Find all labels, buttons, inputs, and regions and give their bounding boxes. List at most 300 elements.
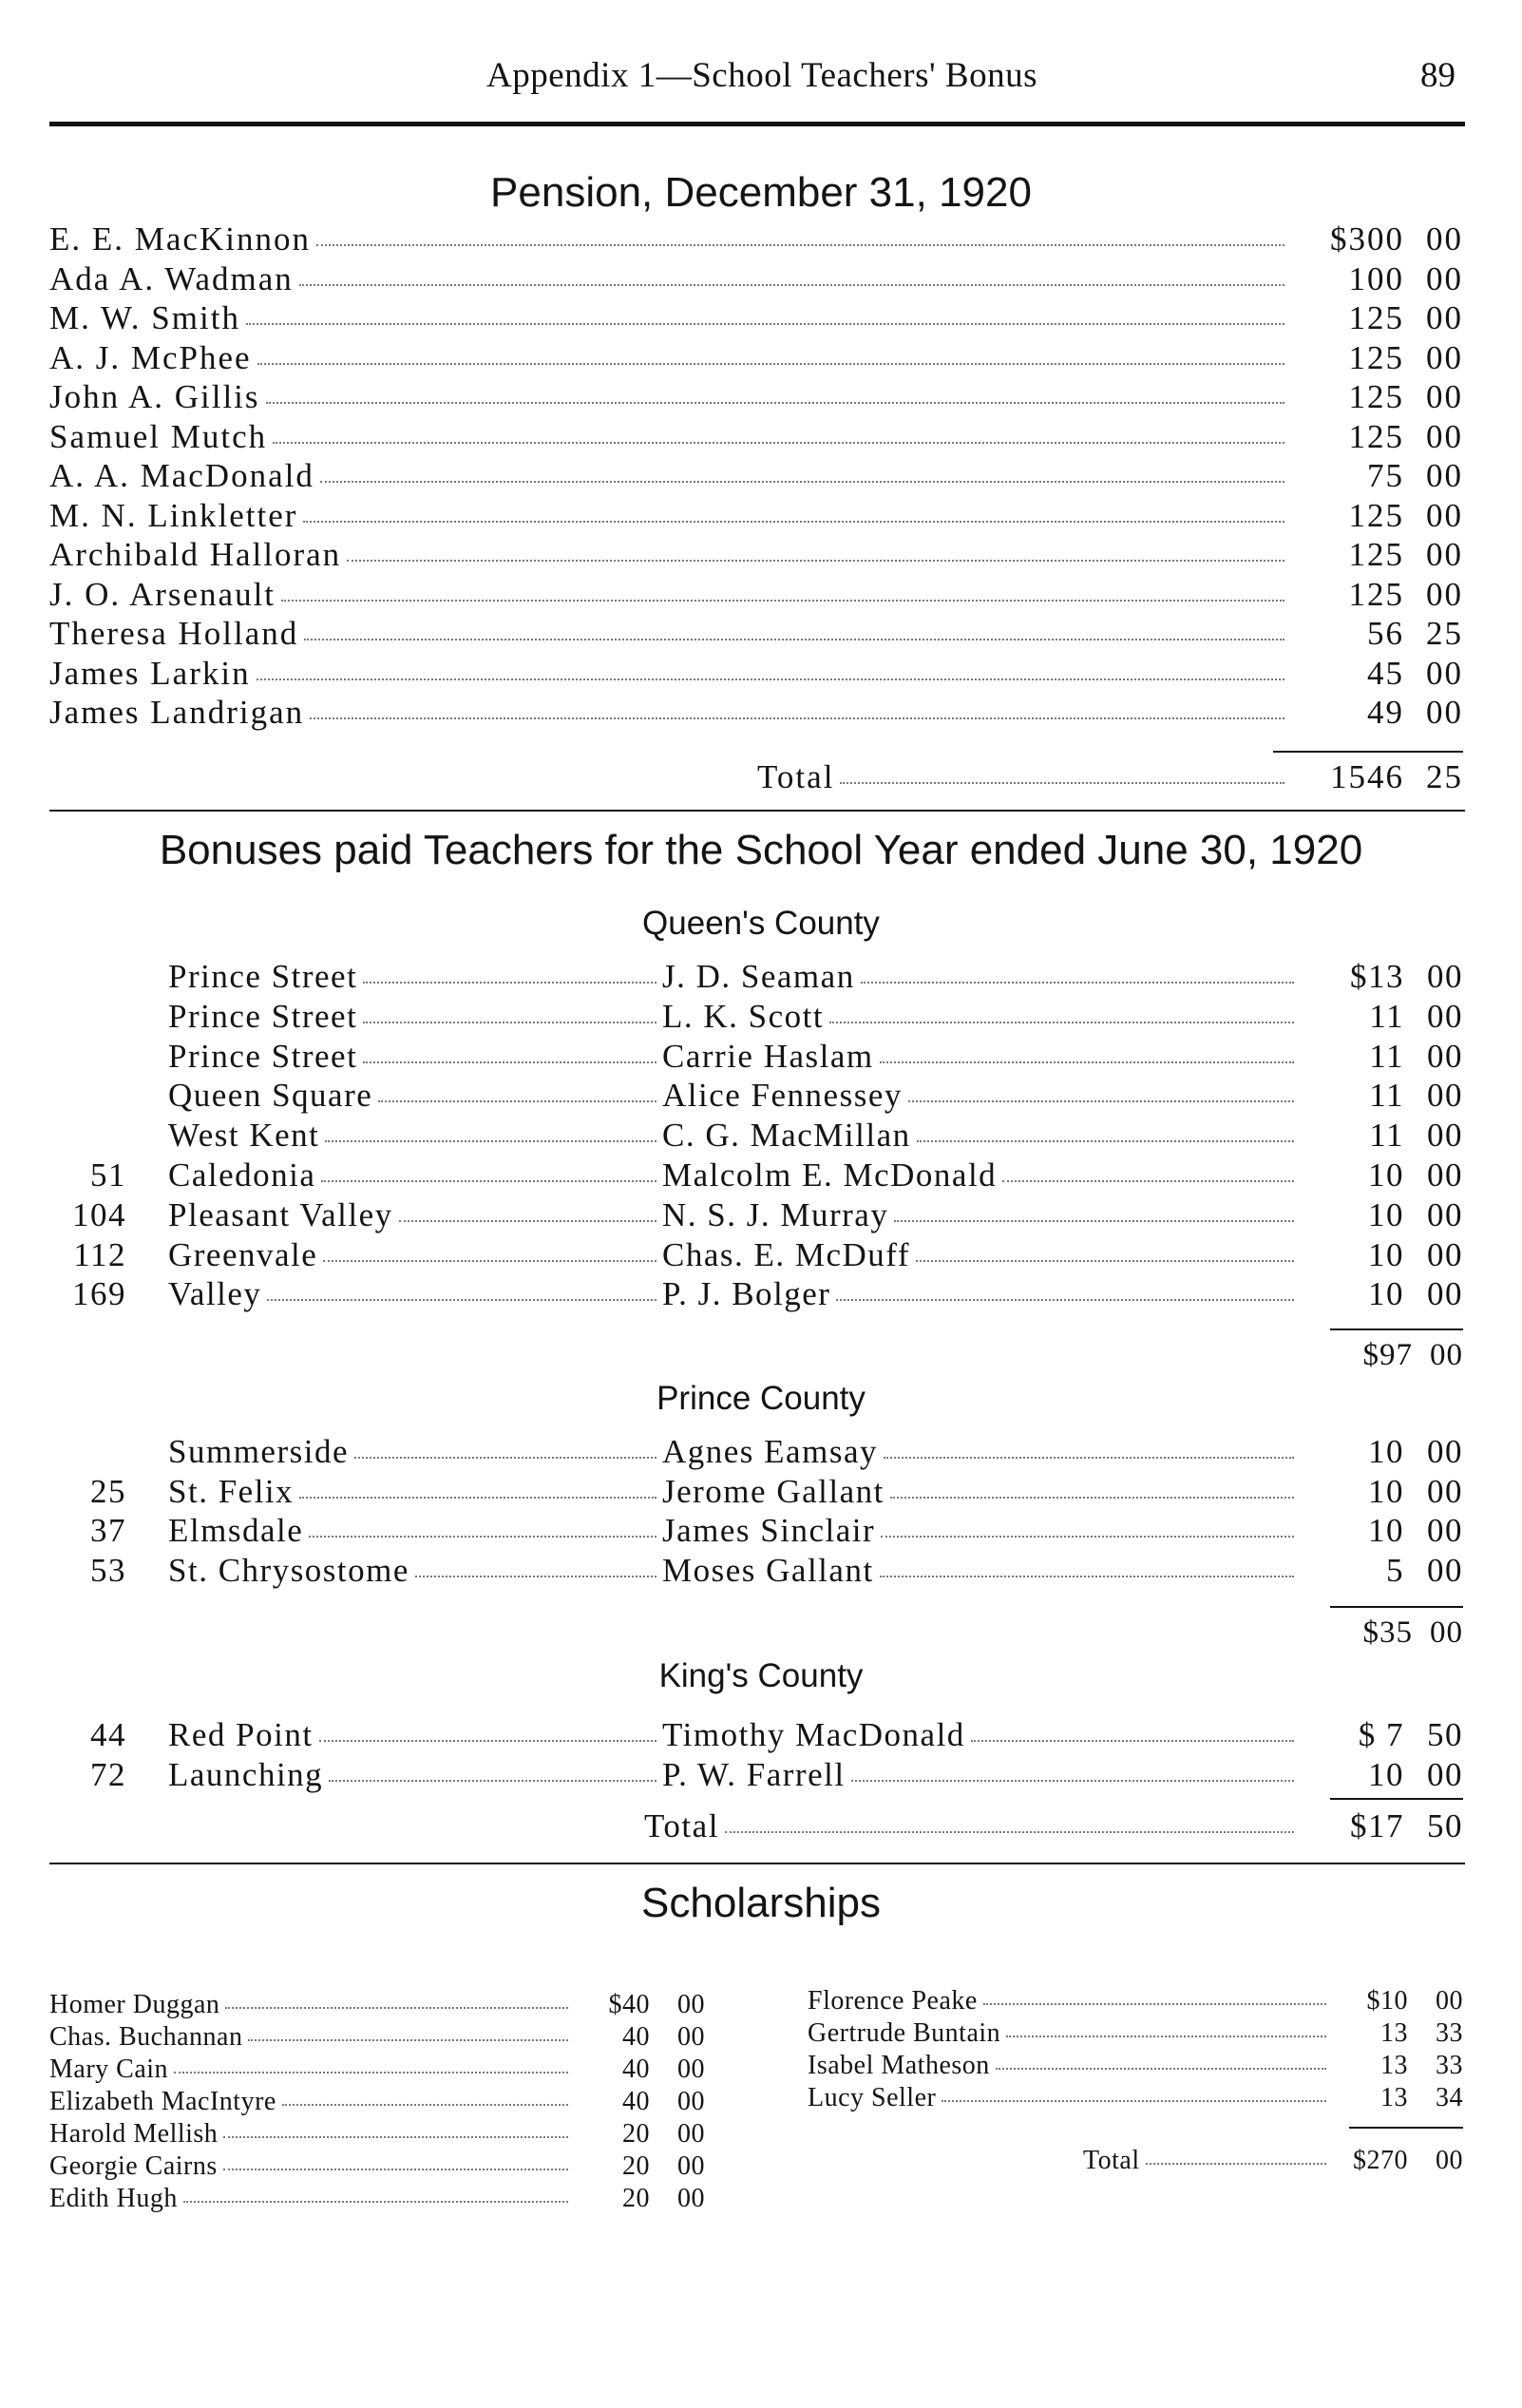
prince-subtotal-cents: 00 bbox=[1430, 1615, 1463, 1650]
leader-dots bbox=[363, 1022, 656, 1023]
school-name: Summerside bbox=[168, 1433, 349, 1470]
amount-cents: 00 bbox=[1427, 1512, 1463, 1549]
amount-cents: 00 bbox=[1427, 958, 1463, 995]
teacher-name: Chas. E. McDuff bbox=[662, 1235, 910, 1273]
amount-dollars: $300 bbox=[1330, 220, 1404, 258]
scholarship-row bbox=[49, 2022, 705, 2053]
amount-cents: 00 bbox=[1426, 654, 1463, 692]
amount-dollars: 11 bbox=[1369, 1117, 1404, 1155]
pension-total-dollars: 1546 bbox=[1330, 758, 1404, 795]
leader-dots bbox=[257, 363, 1284, 365]
leader-dots bbox=[299, 284, 1284, 286]
amount bbox=[1290, 299, 1463, 337]
amount bbox=[1290, 339, 1463, 377]
kings-total-cents: 50 bbox=[1427, 1807, 1463, 1844]
amount-cents: 00 bbox=[677, 2022, 705, 2052]
amount bbox=[1290, 378, 1463, 416]
amount-cents: 33 bbox=[1436, 2018, 1463, 2048]
amount-cents: 00 bbox=[1427, 1235, 1463, 1273]
school-cell bbox=[168, 1716, 662, 1754]
kings-total-row bbox=[52, 1807, 1463, 1845]
amount-dollars: 11 bbox=[1369, 997, 1404, 1035]
pensioner-name: James Landrigan bbox=[49, 694, 305, 731]
school-name: Prince Street bbox=[168, 1037, 358, 1075]
scholarship-row bbox=[49, 2087, 705, 2117]
pensioner-name: M. N. Linkletter bbox=[49, 496, 298, 534]
leader-dots bbox=[281, 600, 1284, 602]
leader-dots bbox=[378, 1100, 656, 1102]
teacher-name: James Sinclair bbox=[662, 1512, 876, 1549]
amount bbox=[1300, 1156, 1463, 1194]
scholar-name: Elizabeth MacIntyre bbox=[49, 2087, 276, 2116]
school-name: Red Point bbox=[168, 1716, 314, 1753]
bonus-row bbox=[52, 1716, 1463, 1754]
amount bbox=[1332, 2018, 1463, 2049]
amount bbox=[1290, 220, 1463, 258]
leader-dots bbox=[310, 717, 1284, 719]
scholar-name: Homer Duggan bbox=[49, 1990, 220, 2019]
amount-dollars: 40 bbox=[622, 2087, 650, 2116]
page-number: 89 bbox=[1420, 56, 1455, 95]
leader-dots bbox=[908, 1100, 1294, 1102]
amount-dollars: 13 bbox=[1380, 2051, 1408, 2080]
bonus-row bbox=[52, 1552, 1463, 1590]
pensioner-name: Samuel Mutch bbox=[49, 417, 268, 455]
school-name: Prince Street bbox=[168, 958, 358, 995]
leader-dots bbox=[971, 1740, 1294, 1742]
pensioner-name: A. A. MacDonald bbox=[49, 457, 314, 494]
leader-dots bbox=[329, 1780, 656, 1782]
amount-dollars: 56 bbox=[1367, 615, 1404, 652]
amount-dollars: $10 bbox=[1366, 1986, 1408, 2016]
leader-dots bbox=[273, 442, 1284, 444]
pension-row bbox=[49, 299, 1463, 337]
amount-dollars: 10 bbox=[1368, 1433, 1404, 1470]
amount-cents: 00 bbox=[1426, 536, 1463, 573]
leader-dots bbox=[282, 2104, 568, 2106]
school-name: St. Felix bbox=[168, 1472, 295, 1510]
amount-cents: 00 bbox=[1426, 417, 1463, 455]
amount-dollars: 125 bbox=[1348, 299, 1404, 336]
amount bbox=[574, 2119, 705, 2150]
prince-subtotal bbox=[1363, 1615, 1464, 1651]
amount bbox=[1332, 2051, 1463, 2081]
amount bbox=[1300, 1552, 1463, 1590]
leader-dots bbox=[246, 323, 1284, 325]
leader-dots bbox=[917, 1140, 1294, 1142]
leader-dots bbox=[174, 2072, 568, 2074]
amount-dollars: 10 bbox=[1368, 1512, 1404, 1549]
pensioner-name: E. E. MacKinnon bbox=[49, 220, 311, 258]
scholar-name: Gertrude Buntain bbox=[808, 2018, 1001, 2048]
leader-dots bbox=[894, 1220, 1294, 1222]
amount bbox=[1290, 260, 1463, 298]
amount-dollars: 10 bbox=[1368, 1275, 1404, 1313]
leader-dots bbox=[223, 2136, 568, 2138]
pensioner-name: A. J. McPhee bbox=[49, 338, 252, 376]
amount-cents: 34 bbox=[1436, 2083, 1463, 2112]
scholar-name: Isabel Matheson bbox=[808, 2051, 990, 2080]
amount-cents: 00 bbox=[677, 1990, 705, 2019]
amount-dollars: 13 bbox=[1380, 2083, 1408, 2112]
leader-dots bbox=[725, 1831, 1294, 1833]
amount-cents: 00 bbox=[1427, 1433, 1463, 1470]
queens-subtotal bbox=[1363, 1338, 1464, 1373]
amount bbox=[1290, 418, 1463, 456]
amount bbox=[1300, 1236, 1463, 1274]
leader-dots bbox=[320, 481, 1284, 483]
amount bbox=[574, 2054, 705, 2085]
school-name: Pleasant Valley bbox=[168, 1195, 393, 1233]
amount bbox=[1300, 1473, 1463, 1511]
pensioner-name: James Larkin bbox=[49, 654, 251, 692]
teacher-name: Timothy MacDonald bbox=[662, 1716, 965, 1753]
leader-dots bbox=[323, 1260, 656, 1262]
amount bbox=[574, 2151, 705, 2182]
kings-county-heading: King's County bbox=[658, 1657, 864, 1694]
pension-row bbox=[49, 220, 1463, 258]
amount bbox=[1300, 1756, 1463, 1794]
amount bbox=[1300, 1275, 1463, 1313]
leader-dots bbox=[316, 244, 1284, 246]
amount-cents: 00 bbox=[1427, 1275, 1463, 1313]
amount-dollars: 10 bbox=[1368, 1755, 1404, 1793]
school-number: 44 bbox=[90, 1716, 126, 1753]
amount bbox=[1300, 998, 1463, 1036]
scholarships-total-label: Total bbox=[1083, 2146, 1140, 2175]
leader-dots bbox=[884, 1457, 1294, 1459]
bonus-row bbox=[52, 1756, 1463, 1794]
leader-dots bbox=[347, 560, 1284, 562]
amount-cents: 00 bbox=[1426, 299, 1463, 336]
school-cell bbox=[168, 998, 662, 1036]
amount bbox=[1290, 615, 1463, 653]
scholarship-row bbox=[49, 2184, 705, 2214]
pension-row bbox=[49, 418, 1463, 456]
amount-dollars: 20 bbox=[622, 2184, 650, 2213]
school-cell bbox=[168, 1038, 662, 1076]
bonus-row bbox=[52, 1473, 1463, 1511]
leader-dots bbox=[836, 1299, 1294, 1301]
leader-dots bbox=[248, 2039, 568, 2041]
school-number: 104 bbox=[72, 1195, 126, 1233]
queens-subtotal-cents: 00 bbox=[1430, 1338, 1463, 1372]
leader-dots bbox=[880, 1576, 1294, 1577]
leader-dots bbox=[861, 982, 1294, 984]
amount-cents: 00 bbox=[1426, 694, 1463, 731]
scholar-name: Florence Peake bbox=[808, 1986, 978, 2016]
leader-dots bbox=[363, 1061, 656, 1063]
prince-subtotal-dollars: $35 bbox=[1362, 1615, 1413, 1650]
leader-dots bbox=[399, 1220, 656, 1222]
scholarship-row bbox=[49, 2054, 705, 2085]
school-cell bbox=[168, 1117, 662, 1155]
running-title: Appendix 1—School Teachers' Bonus bbox=[486, 56, 1037, 95]
amount-cents: 25 bbox=[1426, 615, 1463, 652]
leader-dots bbox=[881, 1536, 1294, 1538]
amount-cents: 00 bbox=[1426, 496, 1463, 534]
school-name: St. Chrysostome bbox=[168, 1551, 409, 1589]
teacher-name: J. D. Seaman bbox=[662, 958, 855, 995]
pension-row bbox=[49, 694, 1463, 732]
pension-row bbox=[49, 536, 1463, 574]
scholarships-title: Scholarships bbox=[641, 1880, 881, 1926]
pension-title: Pension, December 31, 1920 bbox=[490, 169, 1032, 216]
school-cell bbox=[168, 1275, 662, 1313]
scholarships-total-cents: 00 bbox=[1436, 2146, 1463, 2175]
school-name: Queen Square bbox=[168, 1077, 373, 1115]
amount bbox=[1300, 1196, 1463, 1234]
amount bbox=[1290, 694, 1463, 732]
amount-dollars: $ 7 bbox=[1358, 1716, 1404, 1753]
prince-county-heading: Prince County bbox=[656, 1380, 866, 1417]
teacher-name: Agnes Eamsay bbox=[662, 1433, 878, 1470]
amount-cents: 00 bbox=[1427, 1755, 1463, 1793]
scholarships-total-row bbox=[808, 2146, 1463, 2176]
amount-dollars: 125 bbox=[1348, 536, 1404, 573]
amount-cents: 00 bbox=[1427, 1037, 1463, 1075]
scholarships-total-rule bbox=[1349, 2127, 1463, 2129]
amount-cents: 00 bbox=[1427, 1551, 1463, 1589]
leader-dots bbox=[996, 2068, 1326, 2070]
amount-dollars: 13 bbox=[1380, 2018, 1408, 2048]
amount-cents: 00 bbox=[677, 2119, 705, 2149]
amount-dollars: 11 bbox=[1369, 1077, 1404, 1115]
amount-dollars: 125 bbox=[1348, 417, 1404, 455]
teacher-name: Carrie Haslam bbox=[662, 1037, 874, 1075]
bonus-row bbox=[52, 1433, 1463, 1471]
amount bbox=[1332, 2083, 1463, 2113]
scholarship-row bbox=[49, 1990, 705, 2020]
amount bbox=[1332, 1986, 1463, 2016]
amount-cents: 00 bbox=[677, 2087, 705, 2116]
amount-dollars: 125 bbox=[1348, 378, 1404, 415]
pension-row bbox=[49, 457, 1463, 495]
bonus-row bbox=[52, 1038, 1463, 1076]
amount bbox=[1300, 1716, 1463, 1754]
amount-cents: 00 bbox=[1427, 997, 1463, 1035]
bonus-row bbox=[52, 1236, 1463, 1274]
pensioner-name: J. O. Arsenault bbox=[49, 575, 276, 613]
amount-cents: 00 bbox=[1426, 338, 1463, 376]
bonus-row bbox=[52, 1156, 1463, 1194]
amount-dollars: 5 bbox=[1386, 1551, 1404, 1589]
amount-dollars: 100 bbox=[1348, 259, 1404, 297]
leader-dots bbox=[299, 1497, 656, 1499]
queens-subtotal-dollars: $97 bbox=[1362, 1338, 1413, 1372]
pension-row bbox=[49, 655, 1463, 693]
school-cell bbox=[168, 1433, 662, 1471]
bonus-row bbox=[52, 1196, 1463, 1234]
amount-dollars: 20 bbox=[622, 2151, 650, 2181]
leader-dots bbox=[983, 2003, 1326, 2005]
prince-subtotal-rule bbox=[1330, 1606, 1463, 1608]
scholar-name: Georgie Cairns bbox=[49, 2151, 218, 2181]
school-cell bbox=[168, 958, 662, 996]
amount-dollars: 75 bbox=[1367, 457, 1404, 494]
teacher-name: L. K. Scott bbox=[662, 997, 825, 1035]
school-name: Prince Street bbox=[168, 997, 358, 1035]
pension-row bbox=[49, 615, 1463, 653]
amount bbox=[574, 1990, 705, 2020]
school-number: 25 bbox=[90, 1472, 126, 1510]
bonus-row bbox=[52, 1117, 1463, 1155]
leader-dots bbox=[363, 982, 656, 984]
teacher-name: Malcolm E. McDonald bbox=[662, 1156, 998, 1194]
leader-dots bbox=[257, 678, 1284, 680]
school-name: Valley bbox=[168, 1275, 262, 1313]
amount-cents: 00 bbox=[1426, 220, 1463, 258]
school-number: 37 bbox=[90, 1512, 126, 1549]
pension-row bbox=[49, 497, 1463, 535]
teacher-name: P. J. Bolger bbox=[662, 1275, 831, 1313]
bonus-row bbox=[52, 1275, 1463, 1313]
amount bbox=[1290, 576, 1463, 614]
amount bbox=[1300, 1512, 1463, 1550]
amount bbox=[1300, 1433, 1463, 1471]
amount-cents: 00 bbox=[677, 2054, 705, 2084]
kings-total-rule bbox=[1330, 1798, 1463, 1800]
pension-row bbox=[49, 378, 1463, 416]
pension-total-label: Total bbox=[757, 758, 835, 795]
pensioner-name: Theresa Holland bbox=[49, 615, 299, 652]
amount bbox=[1290, 655, 1463, 693]
amount-dollars: 40 bbox=[622, 2054, 650, 2084]
amount bbox=[574, 2087, 705, 2117]
leader-dots bbox=[1006, 2035, 1326, 2037]
amount-cents: 00 bbox=[1426, 378, 1463, 415]
pensioner-name: Archibald Halloran bbox=[49, 536, 342, 573]
amount-cents: 50 bbox=[1427, 1716, 1463, 1753]
leader-dots bbox=[183, 2201, 568, 2203]
leader-dots bbox=[1002, 1180, 1294, 1182]
school-name: Elmsdale bbox=[168, 1512, 304, 1549]
school-cell bbox=[168, 1236, 662, 1274]
amount-dollars: 10 bbox=[1368, 1235, 1404, 1273]
amount-cents: 00 bbox=[1427, 1156, 1463, 1194]
scholarship-row bbox=[49, 2151, 705, 2182]
pensioner-name: Ada A. Wadman bbox=[49, 259, 294, 297]
pension-total-rule bbox=[1273, 751, 1463, 753]
amount bbox=[1300, 1117, 1463, 1155]
amount bbox=[1300, 958, 1463, 996]
leader-dots bbox=[829, 1022, 1294, 1023]
leader-dots bbox=[321, 1180, 656, 1182]
school-number: 53 bbox=[90, 1551, 126, 1589]
leader-dots bbox=[304, 639, 1284, 640]
teacher-name: Alice Fennessey bbox=[662, 1077, 903, 1115]
amount-cents: 00 bbox=[1426, 259, 1463, 297]
leader-dots bbox=[267, 1299, 656, 1301]
bonus-row bbox=[52, 1512, 1463, 1550]
amount bbox=[1300, 1038, 1463, 1076]
pension-total-row bbox=[49, 758, 1463, 796]
queens-county-heading: Queen's County bbox=[642, 905, 880, 942]
scholarship-row bbox=[49, 2119, 705, 2150]
amount bbox=[1290, 536, 1463, 574]
header-rule bbox=[49, 122, 1465, 126]
pension-row bbox=[49, 576, 1463, 614]
leader-dots bbox=[880, 1061, 1294, 1063]
leader-dots bbox=[354, 1457, 656, 1459]
bonus-row bbox=[52, 1077, 1463, 1115]
amount-dollars: 40 bbox=[622, 2022, 650, 2052]
queens-subtotal-rule bbox=[1330, 1328, 1463, 1330]
scholarships-total-dollars: $270 bbox=[1353, 2146, 1408, 2175]
pensioner-name: M. W. Smith bbox=[49, 299, 240, 336]
scholar-name: Mary Cain bbox=[49, 2054, 169, 2084]
amount-dollars: $40 bbox=[608, 1990, 650, 2019]
scholar-name: Chas. Buchannan bbox=[49, 2022, 243, 2052]
amount-cents: 00 bbox=[1436, 1986, 1463, 2016]
amount-cents: 00 bbox=[1427, 1117, 1463, 1155]
pension-row bbox=[49, 260, 1463, 298]
bonus-row bbox=[52, 998, 1463, 1036]
teacher-name: P. W. Farrell bbox=[662, 1755, 846, 1793]
amount bbox=[1290, 457, 1463, 495]
amount-cents: 00 bbox=[1427, 1077, 1463, 1115]
amount-dollars: 10 bbox=[1368, 1195, 1404, 1233]
leader-dots bbox=[309, 1536, 656, 1538]
leader-dots bbox=[266, 402, 1284, 404]
amount-dollars: 10 bbox=[1368, 1156, 1404, 1194]
leader-dots bbox=[303, 521, 1284, 523]
school-number: 72 bbox=[90, 1755, 126, 1793]
kings-total-dollars: $17 bbox=[1350, 1807, 1404, 1844]
leader-dots bbox=[840, 782, 1284, 784]
school-name: West Kent bbox=[168, 1117, 320, 1155]
amount-dollars: 10 bbox=[1368, 1472, 1404, 1510]
school-cell bbox=[168, 1077, 662, 1115]
amount-cents: 00 bbox=[1426, 457, 1463, 494]
school-cell bbox=[168, 1512, 662, 1550]
amount-dollars: 11 bbox=[1369, 1037, 1404, 1075]
amount-dollars: 20 bbox=[622, 2119, 650, 2149]
amount-cents: 33 bbox=[1436, 2051, 1463, 2080]
amount-dollars: 125 bbox=[1348, 496, 1404, 534]
leader-dots bbox=[1146, 2163, 1326, 2165]
leader-dots bbox=[890, 1497, 1294, 1499]
leader-dots bbox=[851, 1780, 1294, 1782]
scholarship-row bbox=[808, 2083, 1463, 2113]
amount-cents: 00 bbox=[1426, 575, 1463, 613]
leader-dots bbox=[942, 2100, 1326, 2102]
amount bbox=[574, 2022, 705, 2053]
amount-cents: 00 bbox=[1427, 1472, 1463, 1510]
school-number: 169 bbox=[72, 1275, 126, 1313]
school-cell bbox=[168, 1473, 662, 1511]
school-cell bbox=[168, 1196, 662, 1234]
school-number: 112 bbox=[73, 1235, 126, 1273]
amount-cents: 00 bbox=[677, 2184, 705, 2213]
scholarship-row bbox=[808, 2018, 1463, 2049]
scholarship-row bbox=[808, 1986, 1463, 2016]
school-cell bbox=[168, 1756, 662, 1794]
amount bbox=[1300, 1077, 1463, 1115]
amount-dollars: 49 bbox=[1367, 694, 1404, 731]
leader-dots bbox=[319, 1740, 656, 1742]
pension-total-cents: 25 bbox=[1426, 758, 1463, 795]
amount bbox=[1290, 497, 1463, 535]
amount-dollars: 125 bbox=[1348, 338, 1404, 376]
kings-total-label: Total bbox=[644, 1807, 719, 1844]
teacher-name: C. G. MacMillan bbox=[662, 1117, 911, 1155]
amount-cents: 00 bbox=[1427, 1195, 1463, 1233]
teacher-name: Jerome Gallant bbox=[662, 1472, 885, 1510]
section-rule bbox=[49, 810, 1465, 812]
school-number: 51 bbox=[90, 1156, 126, 1194]
scholar-name: Harold Mellish bbox=[49, 2119, 219, 2149]
